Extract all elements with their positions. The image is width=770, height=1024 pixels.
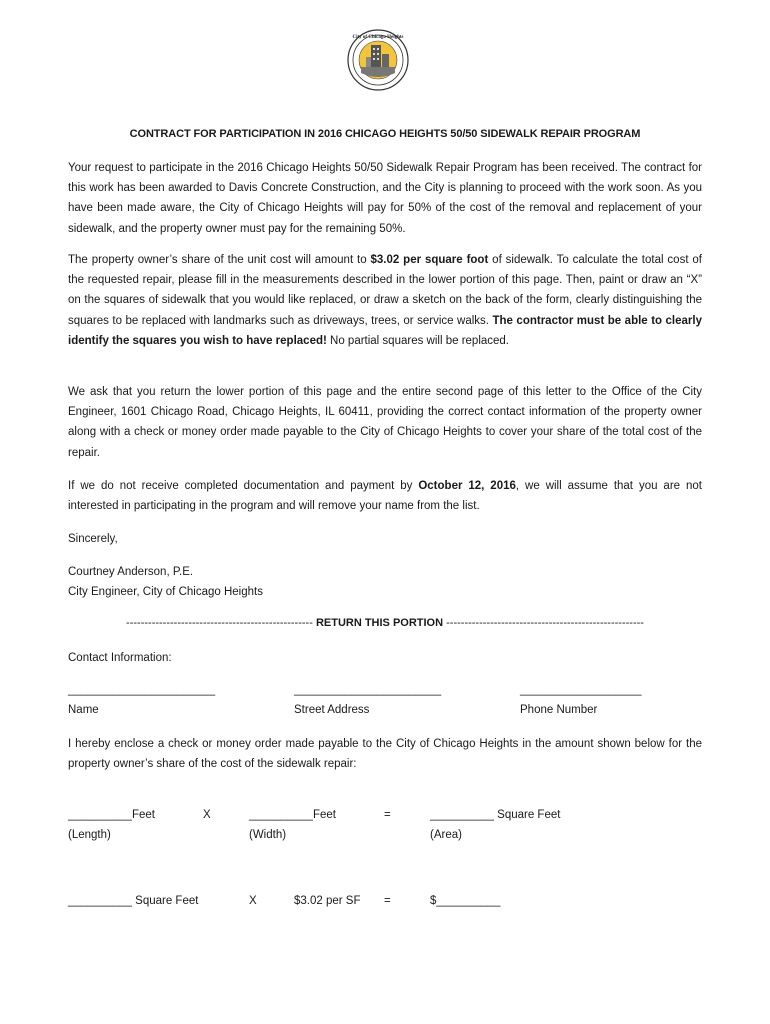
page-title: CONTRACT FOR PARTICIPATION IN 2016 CHICAGO HEIGHTS 50/50 SIDEWALK REPAIR PROGRAM: [129, 128, 641, 140]
width-label: (Width): [249, 829, 287, 841]
street-label: Street Address: [294, 704, 370, 716]
times-sign-2: X: [249, 895, 257, 907]
contact-label: Contact Information:: [68, 652, 172, 664]
street-blank[interactable]: _______________________: [294, 684, 442, 696]
closing-text: Sincerely,: [68, 533, 118, 545]
length-label: (Length): [68, 829, 111, 841]
equals-sign: =: [384, 809, 391, 821]
equals-sign-2: =: [384, 895, 391, 907]
return-portion-divider: --------------------------------------------------- RETURN THIS PORTION ------------------------------------------------------: [126, 617, 644, 629]
area-label: (Area): [430, 829, 462, 841]
phone-blank[interactable]: ___________________: [520, 684, 642, 696]
signer-title: City Engineer, City of Chicago Heights: [68, 586, 263, 598]
name-label: Name: [68, 704, 99, 716]
times-sign: X: [203, 809, 211, 821]
name-blank[interactable]: _______________________: [68, 684, 216, 696]
paragraph-deadline: If we do not receive completed documentation and payment by October 12, 2016, we will assume that you are not interested in participating in the program and will remove your name from the list.: [68, 480, 702, 513]
seal-text: City of Chicago Heights: [352, 35, 404, 40]
square-feet-blank[interactable]: __________ Square Feet: [68, 895, 199, 907]
paragraph-enclose: I hereby enclose a check or money order made payable to the City of Chicago Heights in the amount shown below for the property owner’s share of the cost of the sidewalk repair:: [68, 738, 702, 771]
paragraph-cost: The property owner’s share of the unit cost will amount to $3.02 per square foot of sidewalk. To calculate the total cost of the requested repair, please fill in the measurements described in the lower portion of this page. Then, paint or draw an “X” on the squares of sidewalk that you would like replaced, or draw a sketch on the back of the form, clearly distinguishing the squares to be replaced with landmarks such as driveways, trees, or service walks. The contractor must be able to clearly identify the squares you wish to have replaced! No partial squares will be replaced.: [68, 254, 703, 347]
area-blank[interactable]: __________ Square Feet: [430, 809, 561, 821]
total-blank[interactable]: $__________: [430, 895, 501, 907]
length-blank[interactable]: __________Feet: [68, 809, 155, 821]
paragraph-intro: Your request to participate in the 2016 Chicago Heights 50/50 Sidewalk Repair Program has been received. The contract for this work has been awarded to Davis Concrete Construction, and the City is planning to proceed with the work soon. As you have been made aware, the City of Chicago Heights will pay for 50% of the cost of the removal and replacement of your sidewalk, and the property owner must pay for the remaining 50%.: [68, 162, 702, 235]
width-blank[interactable]: __________Feet: [249, 809, 336, 821]
phone-label: Phone Number: [520, 704, 598, 716]
signer-name: Courtney Anderson, P.E.: [68, 566, 194, 578]
paragraph-return: We ask that you return the lower portion of this page and the entire second page of this letter to the Office of the City Engineer, 1601 Chicago Road, Chicago Heights, IL 60411, providing the correct contact information of the property owner along with a check or money order made payable to the City of Chicago Heights to cover your share of the total cost of the repair.: [68, 386, 702, 459]
rate-text: $3.02 per SF: [294, 895, 361, 907]
city-seal-logo: [347, 29, 409, 91]
